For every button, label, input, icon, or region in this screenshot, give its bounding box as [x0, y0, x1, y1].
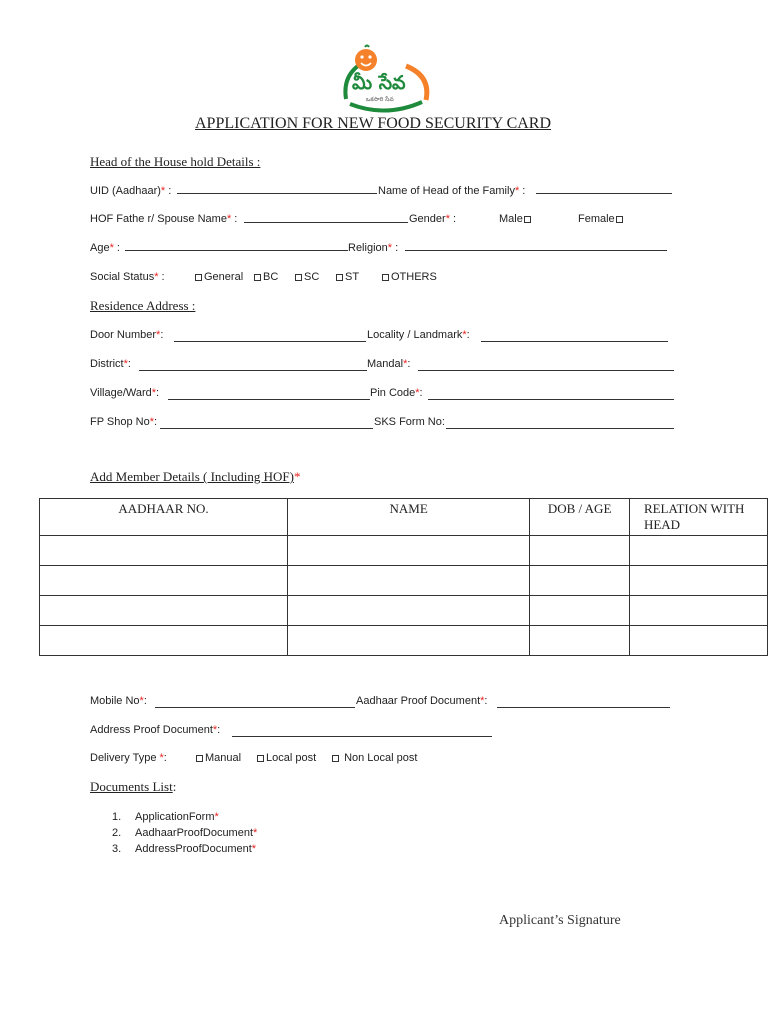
documents-heading: Documents List:	[90, 779, 177, 794]
pincode-label: Pin Code*:	[370, 387, 423, 399]
female-checkbox-icon[interactable]	[616, 216, 623, 223]
name-cell[interactable]	[288, 536, 530, 566]
manual-checkbox-icon[interactable]	[196, 755, 203, 762]
col-aadhaar-header: AADHAAR NO.	[40, 499, 288, 536]
religion-label: Religion* :	[348, 242, 399, 254]
name-cell[interactable]	[288, 626, 530, 656]
aadhaar-cell[interactable]	[40, 626, 288, 656]
mobile-label: Mobile No*:	[90, 695, 147, 707]
gender-female-option[interactable]: Female	[578, 213, 623, 225]
address-proof-field[interactable]	[232, 736, 492, 737]
meeseva-logo	[336, 44, 436, 114]
age-label: Age* :	[90, 242, 120, 254]
uid-field[interactable]	[177, 193, 377, 194]
aadhaar-cell[interactable]	[40, 596, 288, 626]
male-checkbox-icon[interactable]	[524, 216, 531, 223]
local-post-checkbox-icon[interactable]	[257, 755, 264, 762]
relation-cell[interactable]	[629, 596, 767, 626]
district-label: District*:	[90, 358, 131, 370]
hof-section-heading: Head of the House hold Details :	[90, 154, 261, 169]
gender-label: Gender* :	[409, 213, 457, 225]
dob-cell[interactable]	[530, 566, 630, 596]
mandal-field[interactable]	[418, 370, 674, 371]
village-label: Village/Ward*:	[90, 387, 160, 399]
social-option-bc[interactable]: BC	[254, 271, 278, 283]
logo-tagline: ఒకసారి సేవ	[366, 96, 394, 103]
uid-label: UID (Aadhaar)* :	[90, 185, 172, 197]
list-item: 3. AddressProofDocument*	[112, 843, 257, 855]
name-cell[interactable]	[288, 566, 530, 596]
pincode-field[interactable]	[428, 399, 674, 400]
address-proof-label: Address Proof Document*:	[90, 724, 221, 736]
col-name-header: NAME	[288, 499, 530, 536]
aadhaar-cell[interactable]	[40, 536, 288, 566]
others-checkbox-icon[interactable]	[382, 274, 389, 281]
logo-brand-text: మీ సేవ	[352, 72, 406, 94]
dob-cell[interactable]	[530, 626, 630, 656]
fpshop-label: FP Shop No*:	[90, 416, 158, 428]
sks-form-field[interactable]	[446, 428, 674, 429]
st-checkbox-icon[interactable]	[336, 274, 343, 281]
age-field[interactable]	[125, 250, 348, 251]
door-number-field[interactable]	[174, 341, 366, 342]
members-table-header	[40, 499, 768, 536]
social-status-label: Social Status* :	[90, 271, 165, 283]
district-field[interactable]	[139, 370, 367, 371]
sc-checkbox-icon[interactable]	[295, 274, 302, 281]
village-field[interactable]	[168, 399, 370, 400]
non-local-post-checkbox-icon[interactable]	[332, 755, 339, 762]
spouse-field[interactable]	[244, 222, 408, 223]
fpshop-field[interactable]	[160, 428, 373, 429]
general-checkbox-icon[interactable]	[195, 274, 202, 281]
social-option-general[interactable]: General	[195, 271, 243, 283]
hof-name-field[interactable]	[536, 193, 672, 194]
members-table	[39, 498, 768, 656]
delivery-type-label: Delivery Type *:	[90, 752, 167, 764]
col-dob-header: DOB / AGE	[530, 499, 630, 536]
locality-label: Locality / Landmark*:	[367, 329, 470, 341]
residence-section-heading: Residence Address :	[90, 298, 196, 313]
hof-name-label: Name of Head of the Family* :	[378, 185, 526, 197]
table-row	[40, 536, 768, 566]
delivery-option-non-local-post[interactable]: Non Local post	[332, 752, 417, 764]
social-option-st[interactable]: ST	[336, 271, 359, 283]
social-option-sc[interactable]: SC	[295, 271, 319, 283]
door-number-label: Door Number*:	[90, 329, 164, 341]
applicant-signature-label: Applicant’s Signature	[499, 913, 621, 928]
list-item: 2. AadhaarProofDocument*	[112, 827, 258, 839]
aadhaar-proof-label: Aadhaar Proof Document*:	[356, 695, 488, 707]
delivery-option-local-post[interactable]: Local post	[257, 752, 316, 764]
page-title: APPLICATION FOR NEW FOOD SECURITY CARD	[195, 115, 552, 132]
aadhaar-proof-field[interactable]	[497, 707, 670, 708]
members-section-heading: Add Member Details ( Including HOF)*	[90, 469, 301, 484]
locality-field[interactable]	[481, 341, 668, 342]
social-option-others[interactable]: OTHERS	[382, 271, 437, 283]
dob-cell[interactable]	[530, 596, 630, 626]
gender-male-option[interactable]: Male	[499, 213, 531, 225]
table-row	[40, 626, 768, 656]
aadhaar-cell[interactable]	[40, 566, 288, 596]
mobile-field[interactable]	[155, 707, 355, 708]
relation-cell[interactable]	[629, 566, 767, 596]
mandal-label: Mandal*:	[367, 358, 411, 370]
table-row	[40, 596, 768, 626]
table-row	[40, 566, 768, 596]
name-cell[interactable]	[288, 596, 530, 626]
relation-cell[interactable]	[629, 626, 767, 656]
list-item: 1. ApplicationForm*	[112, 811, 219, 823]
bc-checkbox-icon[interactable]	[254, 274, 261, 281]
col-relation-header: RELATION WITH HEAD	[629, 499, 767, 536]
documents-list	[112, 809, 257, 857]
spouse-label: HOF Fathe r/ Spouse Name* :	[90, 213, 238, 225]
delivery-option-manual[interactable]: Manual	[196, 752, 241, 764]
sks-form-label: SKS Form No:	[374, 416, 445, 428]
relation-cell[interactable]	[629, 536, 767, 566]
religion-field[interactable]	[405, 250, 667, 251]
dob-cell[interactable]	[530, 536, 630, 566]
